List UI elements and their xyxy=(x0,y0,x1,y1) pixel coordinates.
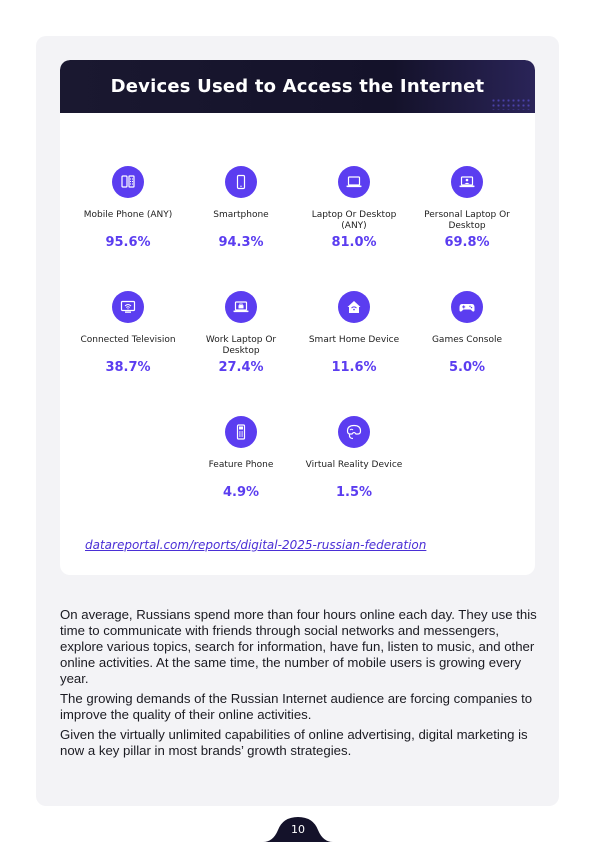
device-label: Laptop Or Desktop (ANY) xyxy=(311,210,397,231)
paragraph: The growing demands of the Russian Internet audience are forcing companies to improve the quality of their online activities. xyxy=(60,691,533,722)
device-item-laptop-desktop xyxy=(299,166,409,250)
device-item-smartphone xyxy=(186,166,296,250)
device-value: 38.7% xyxy=(105,360,151,375)
device-item-connected-tv xyxy=(73,291,183,375)
header-dot-pattern xyxy=(491,98,531,110)
device-label: Personal Laptop Or Desktop xyxy=(424,210,510,231)
device-label: Virtual Reality Device xyxy=(305,460,403,470)
body-text xyxy=(60,607,540,763)
paragraph: On average, Russians spend more than four hours online each day. They use this time to communicate with friends through social networks and messengers, explore various topics, search for information, have fun, listen to music, and other online activities. At the same time, the number of mobile users is growing every year. xyxy=(60,607,537,686)
device-value: 27.4% xyxy=(218,360,264,375)
device-value: 95.6% xyxy=(105,235,151,250)
smart-home-icon xyxy=(338,291,370,323)
device-value: 4.9% xyxy=(222,485,260,500)
device-value: 81.0% xyxy=(331,235,377,250)
device-label: Connected Television xyxy=(80,335,176,345)
card-header xyxy=(60,60,535,113)
device-value: 69.8% xyxy=(444,235,490,250)
device-label: Games Console xyxy=(431,335,503,345)
device-label: Feature Phone xyxy=(208,460,274,470)
feature-phone-icon xyxy=(225,416,257,448)
device-value: 1.5% xyxy=(335,485,373,500)
device-value: 11.6% xyxy=(331,360,377,375)
vr-headset-icon xyxy=(338,416,370,448)
paragraph: Given the virtually unlimited capabilities of online advertising, digital marketing is now a key pillar in most brands’ growth strategies. xyxy=(60,727,528,758)
device-item-feature-phone xyxy=(186,416,296,500)
device-item-mobile-phone xyxy=(73,166,183,250)
device-item-smart-home xyxy=(299,291,409,375)
device-label: Mobile Phone (ANY) xyxy=(83,210,173,220)
gamepad-icon xyxy=(451,291,483,323)
smartphone-icon xyxy=(225,166,257,198)
device-item-work-laptop xyxy=(186,291,296,375)
page-number: 10 xyxy=(291,823,305,836)
mobile-phone-icon xyxy=(112,166,144,198)
device-value: 94.3% xyxy=(218,235,264,250)
card-title: Devices Used to Access the Internet xyxy=(110,76,485,97)
connected-tv-icon xyxy=(112,291,144,323)
device-value: 5.0% xyxy=(448,360,486,375)
work-laptop-icon xyxy=(225,291,257,323)
device-label: Smart Home Device xyxy=(308,335,400,345)
source-link[interactable]: datareportal.com/reports/digital-2025-russian-federation xyxy=(85,538,427,552)
laptop-icon xyxy=(338,166,370,198)
device-item-games-console xyxy=(412,291,522,375)
device-label: Work Laptop Or Desktop xyxy=(205,335,277,356)
device-item-vr-device xyxy=(299,416,409,500)
device-label: Smartphone xyxy=(213,210,269,220)
personal-laptop-icon xyxy=(451,166,483,198)
device-item-personal-laptop xyxy=(412,166,522,250)
